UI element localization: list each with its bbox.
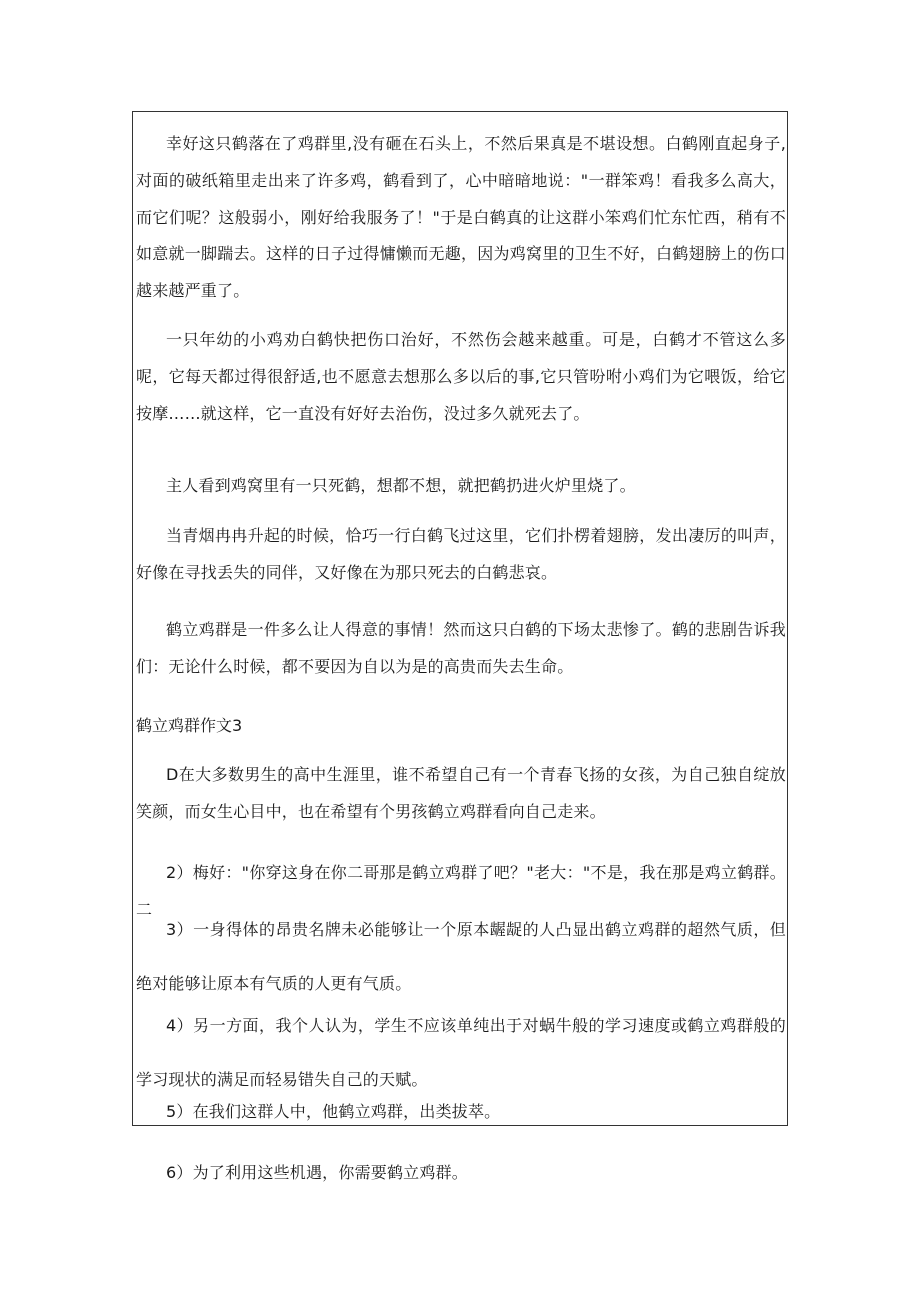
paragraph-4: 当青烟冉冉升起的时候，恰巧一行白鹤飞过这里，它们扑楞着翅膀，发出凄厉的叫声，好像在寻找丢失的同伴，又好像在为那只死去的白鹤悲哀。 (136, 526, 786, 582)
example-1: D在大多数男生的高中生涯里，谁不希望自己有一个青春飞扬的女孩，为自己独自绽放笑颜，而女生心目中，也在希望有个男孩鹤立鸡群看向自己走来。 (136, 765, 786, 821)
example-3: 3）一身得体的昂贵名牌未必能够让一个原本龌龊的人凸显出鹤立鸡群的超然气质，但绝对能够让原本有气质的人更有气质。 (136, 920, 786, 993)
paragraph-2: 一只年幼的小鸡劝白鹤快把伤口治好，不然伤会越来越重。可是，白鹤才不管这么多呢，它每天都过得很舒适,也不愿意去想那么多以后的事,它只管吩咐小鸡们为它喂饭，给它按摩……就这样，它一直没有好好去治伤，没过多久就死去了。 (136, 330, 786, 423)
example-4: 4）另一方面，我个人认为，学生不应该单纯出于对蜗牛般的学习速度或鹤立鸡群般的学习现状的满足而轻易错失自己的天赋。 (136, 1016, 786, 1089)
example-6: 6）为了利用这些机遇，你需要鹤立鸡群。 (166, 1163, 468, 1182)
example-5: 5）在我们这群人中，他鹤立鸡群，出类拔萃。 (166, 1102, 501, 1121)
paragraph-3: 主人看到鸡窝里有一只死鹤，想都不想，就把鹤扔进火炉里烧了。 (166, 476, 636, 495)
example-2: 2）梅好："你穿这身在你二哥那是鹤立鸡群了吧？"老大："不是，我在那是鸡立鹤群。二 (136, 863, 786, 919)
paragraph-1: 幸好这只鹤落在了鸡群里,没有砸在石头上，不然后果真是不堪设想。白鹤刚直起身子,对面的破纸箱里走出来了许多鸡，鹤看到了，心中暗暗地说："一群笨鸡！看我多么高大，而它们呢？这般弱小，刚好给我服务了！"于是白鹤真的让这群小笨鸡们忙东忙西，稍有不如意就一脚踹去。这样的日子过得慵懒而无趣，因为鸡窝里的卫生不好，白鹤翅膀上的伤口越来越严重了。 (136, 134, 786, 301)
section-heading: 鹤立鸡群作文3 (136, 716, 243, 735)
paragraph-5: 鹤立鸡群是一件多么让人得意的事情！然而这只白鹤的下场太悲惨了。鹤的悲剧告诉我们：无论什么时候，都不要因为自以为是的高贵而失去生命。 (136, 620, 786, 676)
